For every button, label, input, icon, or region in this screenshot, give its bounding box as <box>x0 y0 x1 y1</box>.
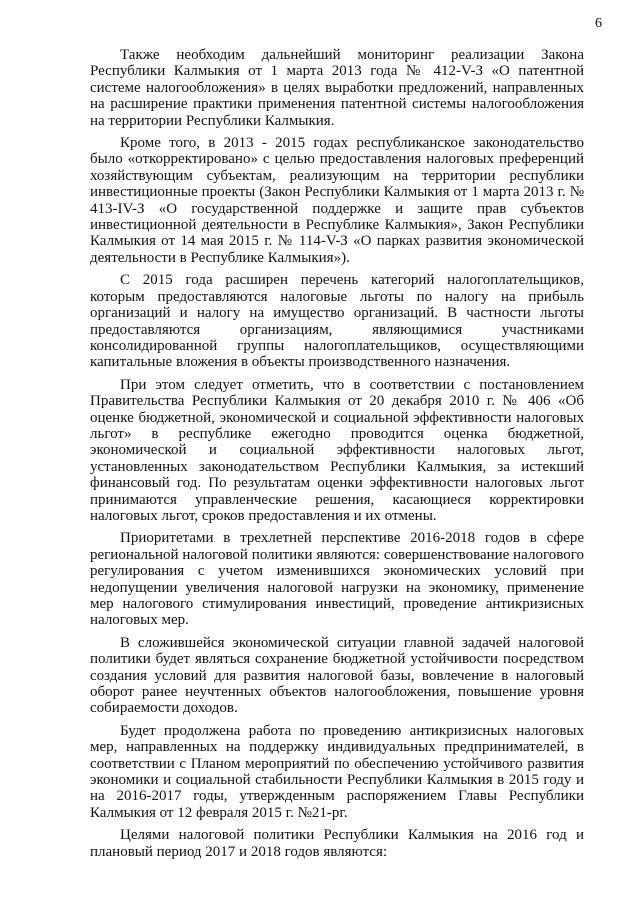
page-number: 6 <box>595 16 602 31</box>
paragraph-main-task: В сложившейся экономической ситуации главной задачей налоговой политики будет являться сохранение бюджетной устойчивости посредством создания условий для развития налоговой базы, вовлечение в налоговый оборот ранее неучтенных объектов налогообложения, повышение уровня собираемости доходов. <box>90 634 584 717</box>
paragraph-legislation-adjustment: Кроме того, в 2013 - 2015 годах республиканское законодательство было «откорректировано» с целью предоставления налоговых преференций хозяйствующим субъектам, реализующим на территории республики инвестиционные проекты (Закон Республики Калмыкия от 1 марта 2013 г. № 413-IV-З «О государственной поддержке и защите прав субъектов инвестиционной деятельности в Республике Калмыкия», Закон Республики Калмыкия от 14 мая 2015 г. № 114-V-З «О парках развития экономической деятельности в Республике Калмыкия»). <box>90 135 584 266</box>
document-body <box>90 47 584 866</box>
paragraph-anticrisis-measures: Будет продолжена работа по проведению антикризисных налоговых мер, направленных на поддержку индивидуальных предпринимателей, в соответствии с Планом мероприятий по обеспечению устойчивого развития экономики и социальной стабильности Республики Калмыкия в 2015 году и на 2016-2017 годы, утвержденным распоряжением Главы Республики Калмыкия от 12 февраля 2015 г. №21-рг. <box>90 722 584 821</box>
paragraph-policy-goals-intro: Целями налоговой политики Республики Калмыкия на 2016 год и плановый период 2017 и 2018 годов являются: <box>90 827 584 860</box>
paragraph-patent-system-monitoring: Также необходим дальнейший мониторинг реализации Закона Республики Калмыкия от 1 марта 2013 года № 412-V-З «О патентной системе налогообложения» в целях выработки предложений, направленных на расширение практики применения патентной системы налогообложения на территории Республики Калмыкия. <box>90 47 584 129</box>
paragraph-taxpayer-categories: С 2015 года расширен перечень категорий налогоплательщиков, которым предоставляются налоговые льготы по налогу на прибыль организаций и налогу на имущество организаций. В частности льготы предоставляются организациям, являющимися участниками консолидированной группы налогоплательщиков, осуществляющими капитальные вложения в объекты производственного назначения. <box>90 272 584 371</box>
paragraph-policy-priorities: Приоритетами в трехлетней перспективе 2016-2018 годов в сфере региональной налоговой политики являются: совершенствование налогового регулирования с учетом изменившихся экономических условий при недопущении увеличения налоговой нагрузки на экономику, применение мер налогового стимулирования инвестиций, проведение антикризисных налоговых мер. <box>90 530 584 629</box>
paragraph-benefit-efficiency-assessment: При этом следует отметить, что в соответствии с постановлением Правительства Республики Калмыкия от 20 декабря 2010 г. № 406 «Об оценке бюджетной, экономической и социальной эффективности налоговых льгот» в республике ежегодно проводится оценка бюджетной, экономической и социальной эффективности налоговых льгот, установленных законодательством Республики Калмыкия, за истекший финансовый год. По результатам оценки эффективности налоговых льгот принимаются управленческие решения, касающиеся корректировки налоговых льгот, сроков предоставления и их отмены. <box>90 376 584 524</box>
